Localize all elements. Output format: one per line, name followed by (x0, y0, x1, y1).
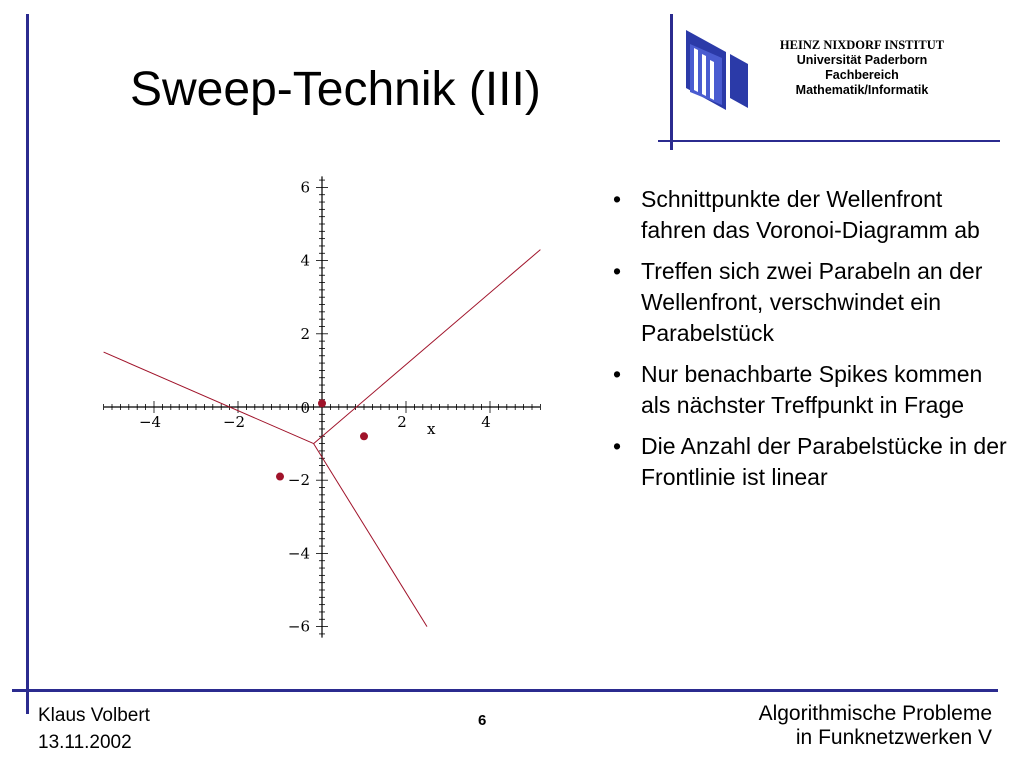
left-frame-line (26, 14, 29, 714)
footer-course-line2: in Funknetzwerken V (795, 726, 992, 749)
x-tick-label: −4 (138, 413, 162, 431)
voronoi-edge (104, 352, 314, 444)
page-number: 6 (478, 712, 487, 729)
site-point (318, 399, 326, 407)
y-tick-label: 2 (300, 324, 310, 343)
x-tick-label: 4 (481, 413, 491, 431)
institute-name: HEINZ NIXDORF INSTITUT (779, 38, 945, 52)
site-point (360, 432, 368, 440)
y-tick-label: 4 (300, 251, 310, 270)
slide-title: Sweep-Technik (III) (130, 63, 541, 116)
footer-rule (12, 689, 998, 692)
x-tick-label: 2 (397, 413, 407, 431)
bullet-text: Treffen sich zwei Parabeln an der Wellenfront, verschwindet ein Parabelstück (641, 258, 983, 346)
header-rule (658, 140, 1000, 142)
y-tick-label: 0 (300, 399, 310, 417)
bullet-item: • Treffen sich zwei Parabeln an der Wellenfront, verschwindet ein Parabelstück (613, 258, 983, 346)
footer-date: 13.11.2002 (38, 732, 132, 753)
footer-course-line1: Algorithmische Probleme (758, 702, 992, 725)
bullet-text: Die Anzahl der Parabelstücke in der Frontlinie ist linear (641, 433, 1007, 490)
institute-department: Fachbereich (825, 68, 899, 82)
y-tick-label: −2 (287, 471, 310, 490)
footer-course-block (759, 702, 992, 750)
bullet-item: • Schnittpunkte der Wellenfront fahren das Voronoi-Diagramm ab (613, 186, 980, 243)
bullet-item: • Die Anzahl der Parabelstücke in der Frontlinie ist linear (613, 433, 1007, 490)
x-axis-label: x (426, 420, 436, 438)
bullet-list (612, 184, 1007, 503)
footer-author: Klaus Volbert (38, 705, 150, 726)
institute-university: Universität Paderborn (796, 53, 928, 67)
voronoi-plot (90, 172, 550, 642)
bullet-text: Nur benachbarte Spikes kommen als nächster Treffpunkt in Frage (641, 361, 983, 418)
university-logo-icon (686, 30, 748, 110)
y-tick-label: −4 (287, 544, 310, 563)
institute-subject: Mathematik/Informatik (795, 83, 929, 97)
x-tick-label: −2 (222, 413, 246, 431)
y-tick-label: 6 (300, 178, 310, 197)
bullet-text: Schnittpunkte der Wellenfront fahren das Voronoi-Diagramm ab (641, 186, 980, 243)
header-divider-line (670, 14, 673, 150)
voronoi-edge (314, 250, 541, 444)
site-point (276, 473, 284, 481)
footer-author-block (38, 702, 150, 756)
institute-block (752, 38, 972, 98)
voronoi-edge (314, 444, 427, 627)
bullet-item: • Nur benachbarte Spikes kommen als nächster Treffpunkt in Frage (613, 361, 983, 418)
y-tick-label: −6 (287, 617, 310, 636)
